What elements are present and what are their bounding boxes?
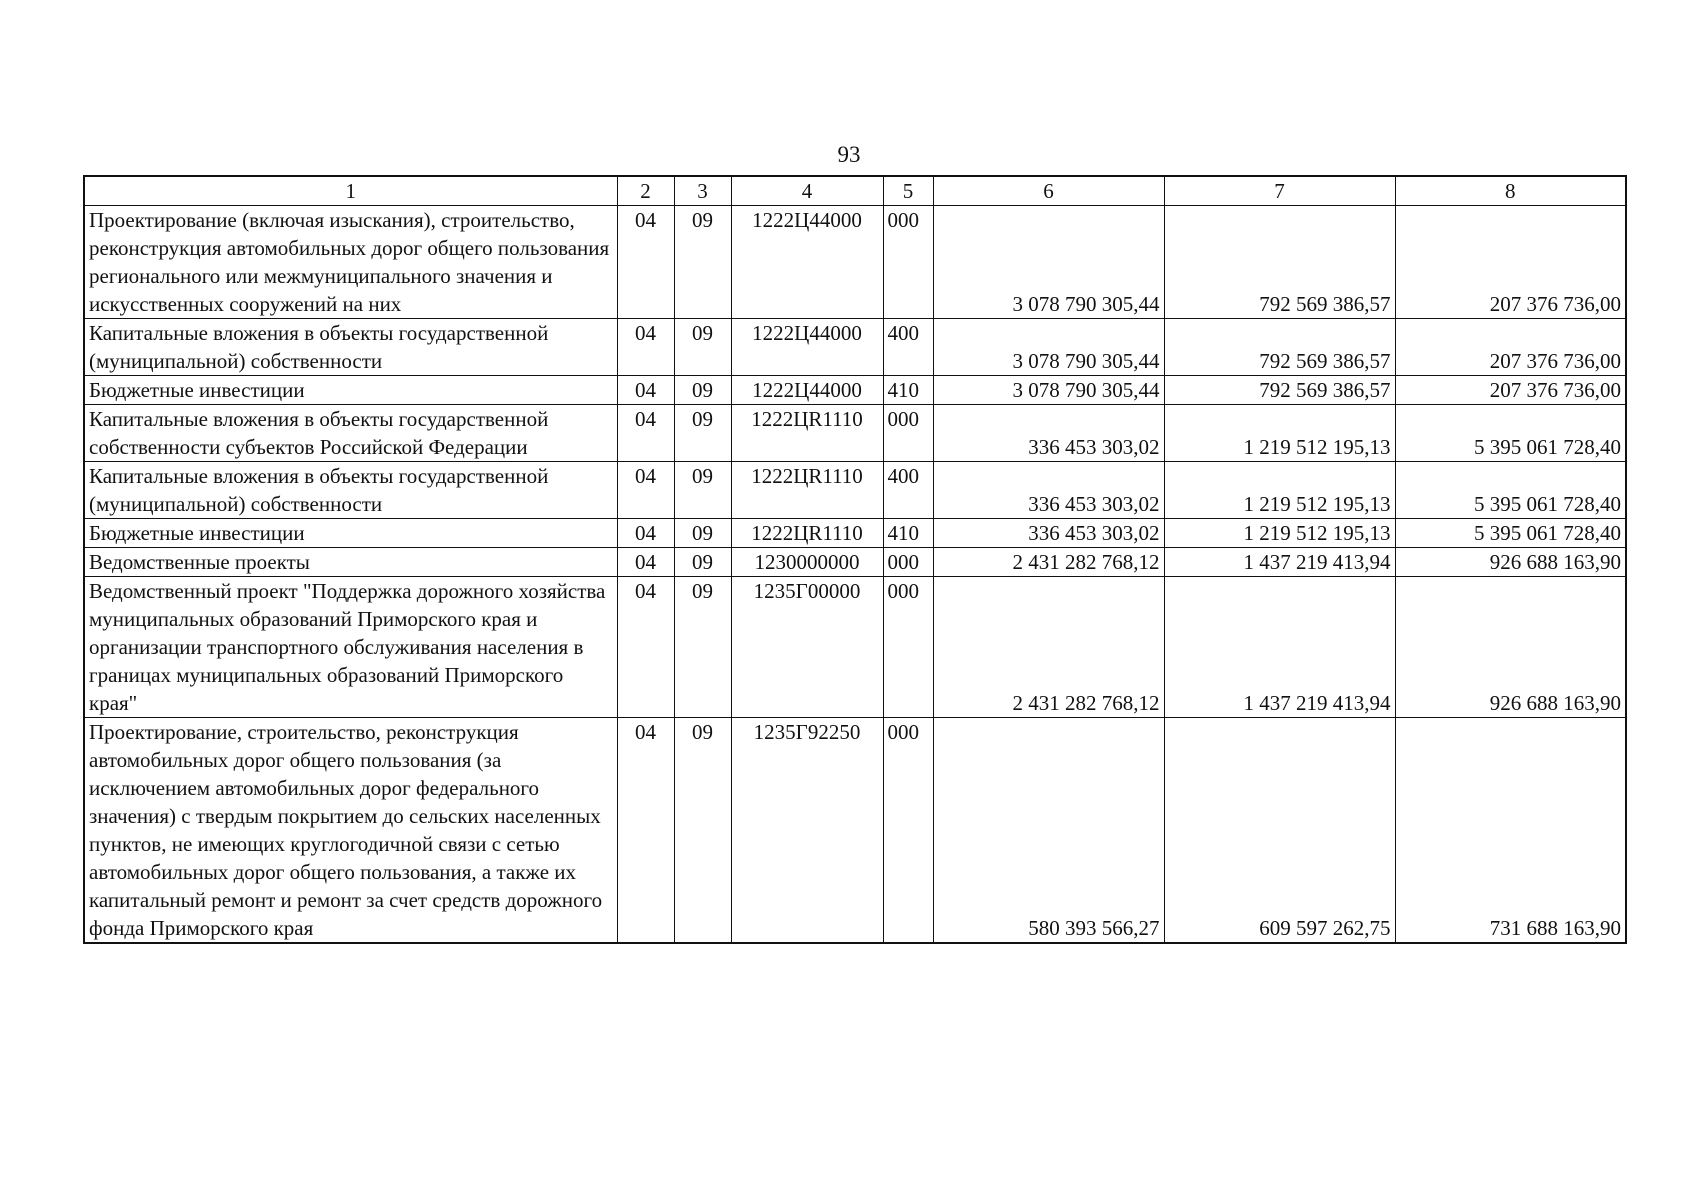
row-amount-6: 580 393 566,27 xyxy=(933,718,1164,944)
budget-table xyxy=(83,175,1627,944)
row-section: 04 xyxy=(617,462,674,519)
header-col-4: 4 xyxy=(731,176,883,206)
row-target-article: 1235Г92250 xyxy=(731,718,883,944)
row-target-article: 1222Ц44000 xyxy=(731,376,883,405)
row-amount-6: 3 078 790 305,44 xyxy=(933,376,1164,405)
row-amount-7: 1 219 512 195,13 xyxy=(1164,462,1395,519)
row-amount-7: 1 437 219 413,94 xyxy=(1164,548,1395,577)
row-amount-7: 1 219 512 195,13 xyxy=(1164,405,1395,462)
table-row xyxy=(84,462,1626,519)
row-section: 04 xyxy=(617,206,674,319)
row-expense-type: 000 xyxy=(883,206,933,319)
row-target-article: 1230000000 xyxy=(731,548,883,577)
row-subsection: 09 xyxy=(674,718,731,944)
table-row xyxy=(84,319,1626,376)
row-section: 04 xyxy=(617,548,674,577)
row-target-article: 1222Ц44000 xyxy=(731,319,883,376)
header-col-2: 2 xyxy=(617,176,674,206)
row-subsection: 09 xyxy=(674,319,731,376)
row-amount-6: 2 431 282 768,12 xyxy=(933,577,1164,718)
header-col-1: 1 xyxy=(84,176,617,206)
header-col-7: 7 xyxy=(1164,176,1395,206)
row-target-article: 1222ЦR1110 xyxy=(731,405,883,462)
row-amount-8: 207 376 736,00 xyxy=(1395,319,1626,376)
row-amount-7: 1 219 512 195,13 xyxy=(1164,519,1395,548)
row-subsection: 09 xyxy=(674,519,731,548)
row-amount-8: 5 395 061 728,40 xyxy=(1395,462,1626,519)
row-target-article: 1222ЦR1110 xyxy=(731,462,883,519)
row-name: Капитальные вложения в объекты государственной (муниципальной) собственности xyxy=(84,462,617,519)
row-expense-type: 000 xyxy=(883,577,933,718)
row-expense-type: 400 xyxy=(883,319,933,376)
table-row xyxy=(84,519,1626,548)
row-expense-type: 400 xyxy=(883,462,933,519)
row-name: Проектирование, строительство, реконструкция автомобильных дорог общего пользования (за исключением автомобильных дорог федерального значения) с твердым покрытием до сельских населенных пунктов, не имеющих круглогодичной связи с сетью автомобильных дорог общего пользования, а также их капитальный ремонт и ремонт за счет средств дорожного фонда Приморского края xyxy=(84,718,617,944)
row-expense-type: 410 xyxy=(883,376,933,405)
row-amount-7: 609 597 262,75 xyxy=(1164,718,1395,944)
table-row xyxy=(84,206,1626,319)
row-amount-7: 1 437 219 413,94 xyxy=(1164,577,1395,718)
row-expense-type: 410 xyxy=(883,519,933,548)
row-amount-8: 926 688 163,90 xyxy=(1395,577,1626,718)
row-expense-type: 000 xyxy=(883,405,933,462)
row-name: Ведомственные проекты xyxy=(84,548,617,577)
row-amount-6: 336 453 303,02 xyxy=(933,519,1164,548)
table-header-row xyxy=(84,176,1626,206)
row-section: 04 xyxy=(617,319,674,376)
table-row xyxy=(84,376,1626,405)
row-amount-6: 336 453 303,02 xyxy=(933,462,1164,519)
row-expense-type: 000 xyxy=(883,548,933,577)
row-subsection: 09 xyxy=(674,548,731,577)
row-target-article: 1222Ц44000 xyxy=(731,206,883,319)
row-amount-8: 5 395 061 728,40 xyxy=(1395,519,1626,548)
row-subsection: 09 xyxy=(674,462,731,519)
row-section: 04 xyxy=(617,405,674,462)
page-number: 93 xyxy=(837,142,861,167)
header-col-3: 3 xyxy=(674,176,731,206)
row-amount-7: 792 569 386,57 xyxy=(1164,319,1395,376)
row-amount-7: 792 569 386,57 xyxy=(1164,206,1395,319)
table-row xyxy=(84,577,1626,718)
row-subsection: 09 xyxy=(674,577,731,718)
row-subsection: 09 xyxy=(674,206,731,319)
row-amount-8: 926 688 163,90 xyxy=(1395,548,1626,577)
row-section: 04 xyxy=(617,577,674,718)
table-row xyxy=(84,718,1626,944)
row-target-article: 1235Г00000 xyxy=(731,577,883,718)
row-section: 04 xyxy=(617,718,674,944)
row-section: 04 xyxy=(617,376,674,405)
row-name: Капитальные вложения в объекты государственной собственности субъектов Российской Федерации xyxy=(84,405,617,462)
row-name: Бюджетные инвестиции xyxy=(84,376,617,405)
table-row xyxy=(84,548,1626,577)
row-subsection: 09 xyxy=(674,405,731,462)
row-amount-8: 207 376 736,00 xyxy=(1395,376,1626,405)
row-section: 04 xyxy=(617,519,674,548)
row-amount-6: 3 078 790 305,44 xyxy=(933,206,1164,319)
row-name: Ведомственный проект "Поддержка дорожного хозяйства муниципальных образований Приморского края и организации транспортного обслуживания населения в границах муниципальных образований Приморского края" xyxy=(84,577,617,718)
row-name: Бюджетные инвестиции xyxy=(84,519,617,548)
row-expense-type: 000 xyxy=(883,718,933,944)
header-col-8: 8 xyxy=(1395,176,1626,206)
row-amount-8: 207 376 736,00 xyxy=(1395,206,1626,319)
header-col-5: 5 xyxy=(883,176,933,206)
header-col-6: 6 xyxy=(933,176,1164,206)
row-amount-6: 2 431 282 768,12 xyxy=(933,548,1164,577)
row-subsection: 09 xyxy=(674,376,731,405)
row-amount-8: 5 395 061 728,40 xyxy=(1395,405,1626,462)
row-amount-7: 792 569 386,57 xyxy=(1164,376,1395,405)
row-target-article: 1222ЦR1110 xyxy=(731,519,883,548)
row-amount-6: 336 453 303,02 xyxy=(933,405,1164,462)
row-name: Проектирование (включая изыскания), строительство, реконструкция автомобильных дорог общего пользования регионального или межмуниципального значения и искусственных сооружений на них xyxy=(84,206,617,319)
table-row xyxy=(84,405,1626,462)
row-amount-8: 731 688 163,90 xyxy=(1395,718,1626,944)
row-name: Капитальные вложения в объекты государственной (муниципальной) собственности xyxy=(84,319,617,376)
row-amount-6: 3 078 790 305,44 xyxy=(933,319,1164,376)
